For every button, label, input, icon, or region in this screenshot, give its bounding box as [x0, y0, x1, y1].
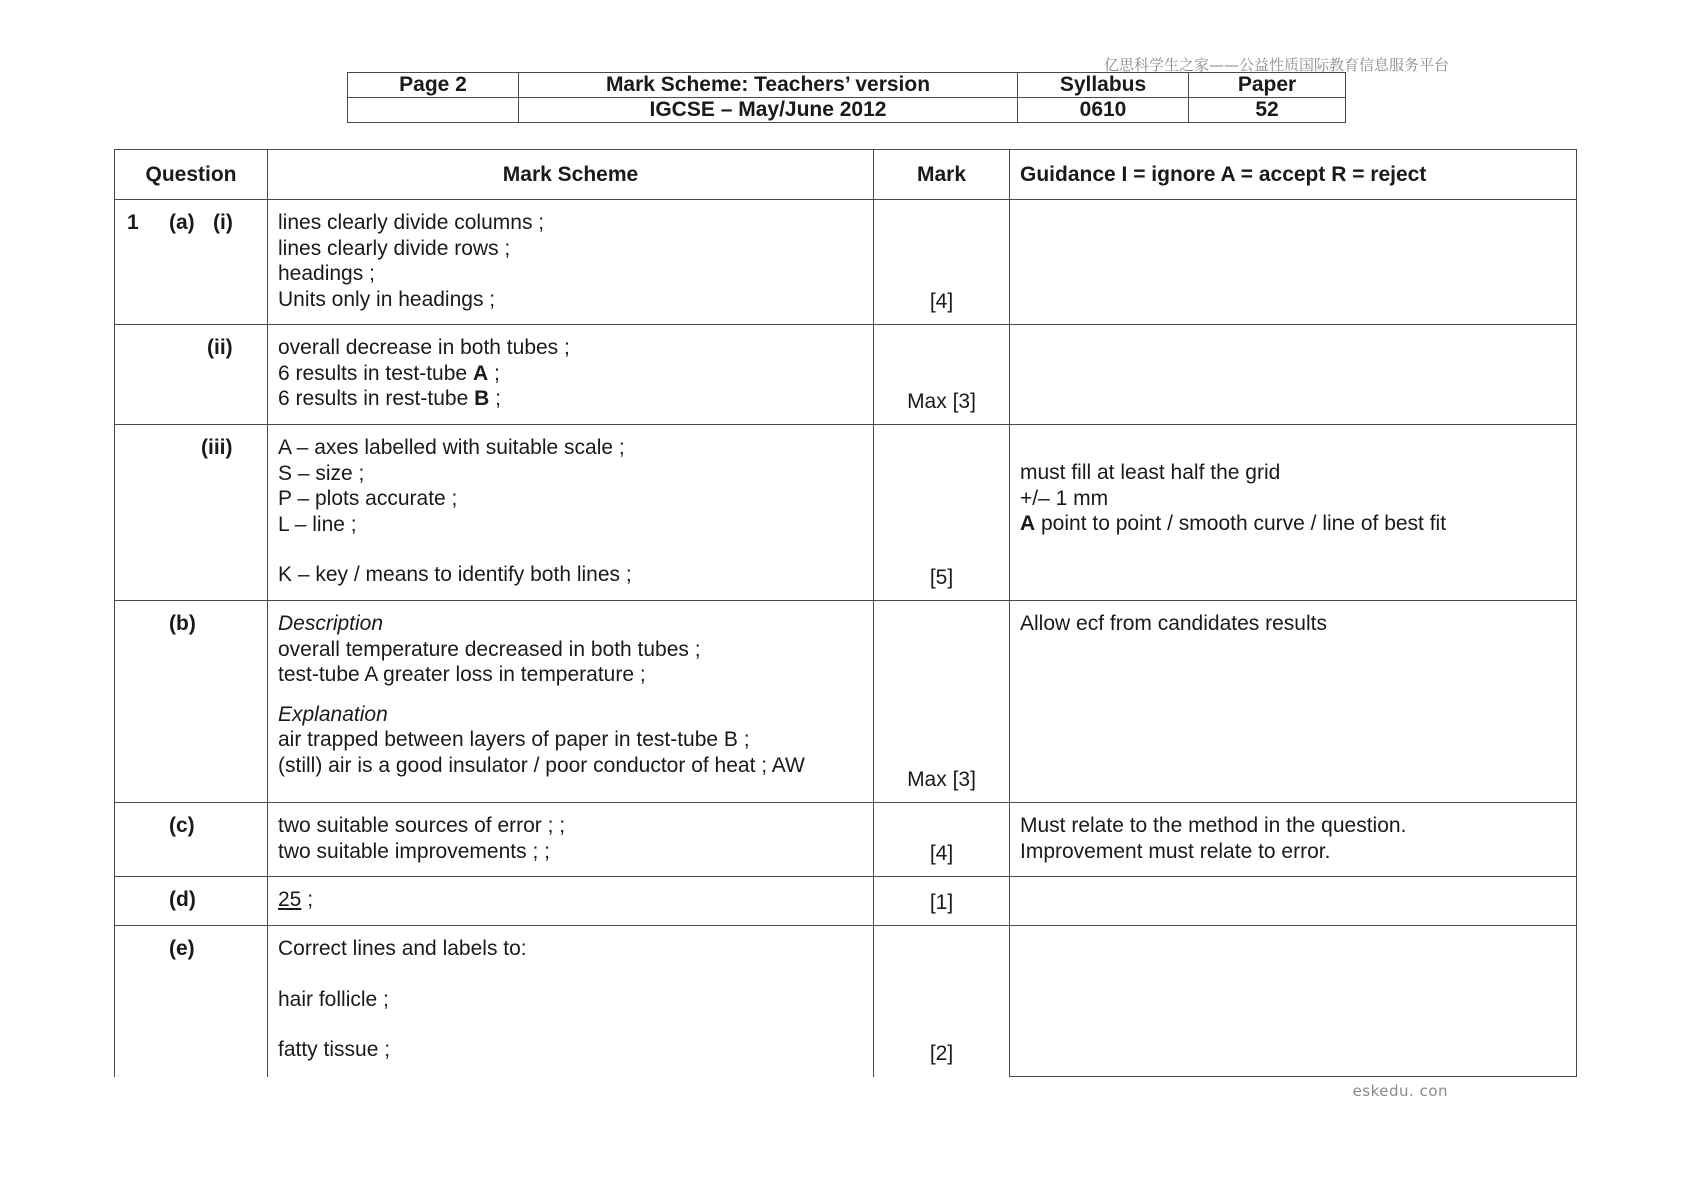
guidance-cell — [1010, 601, 1577, 803]
question-part: (b) — [169, 612, 196, 635]
scheme-line: fatty tissue ; — [278, 1038, 391, 1061]
column-header-row — [115, 150, 1577, 200]
mark-value: Max [3] — [907, 389, 976, 413]
question-subpart: (i) — [213, 211, 233, 234]
question-cell — [115, 425, 268, 601]
guidance-line: +/– 1 mm — [1020, 486, 1109, 510]
question-cell — [115, 200, 268, 325]
guidance-line: Improvement must relate to error. — [1020, 839, 1331, 863]
guidance-cell — [1010, 803, 1577, 877]
table-row — [115, 325, 1577, 425]
question-part: (e) — [169, 937, 195, 960]
watermark-bottom: eskedu. con — [1352, 1082, 1448, 1100]
mark-cell — [874, 200, 1010, 325]
mark-value: Max [3] — [907, 767, 976, 791]
paper-number: 52 — [1189, 98, 1346, 123]
scheme-line: Units only in headings ; — [278, 287, 496, 311]
column-header-question: Question — [115, 150, 268, 200]
scheme-cell — [268, 877, 874, 926]
scheme-line: air trapped between layers of paper in test-tube B ; — [278, 728, 750, 751]
table-row — [115, 926, 1577, 1077]
guidance-cell — [1010, 200, 1577, 325]
question-cell — [115, 325, 268, 425]
column-header-mark: Mark — [874, 150, 1010, 200]
scheme-cell — [268, 601, 874, 803]
scheme-cell — [268, 200, 874, 325]
scheme-line: lines clearly divide rows ; — [278, 236, 511, 260]
syllabus-label: Syllabus — [1018, 73, 1189, 98]
watermark-top: 亿思科学生之家——公益性质国际教育信息服务平台 — [1103, 56, 1449, 74]
scheme-line: A – axes labelled with suitable scale ; — [278, 436, 625, 459]
scheme-line: Correct lines and labels to: — [278, 937, 527, 960]
scheme-line: S – size ; — [278, 461, 365, 485]
guidance-line: A point to point / smooth curve / line of best fit — [1020, 512, 1447, 535]
question-part: (a) — [169, 211, 195, 234]
guidance-cell — [1010, 926, 1577, 1077]
document-title: Mark Scheme: Teachers’ version — [519, 73, 1018, 98]
question-part: (d) — [169, 888, 196, 911]
table-row — [115, 200, 1577, 325]
paper-label: Paper — [1189, 73, 1346, 98]
scheme-line: two suitable improvements ; ; — [278, 839, 550, 863]
scheme-line: test-tube A greater loss in temperature ; — [278, 663, 646, 686]
question-cell — [115, 877, 268, 926]
question-part: (c) — [169, 814, 195, 837]
mark-cell — [874, 877, 1010, 926]
syllabus-code: 0610 — [1018, 98, 1189, 123]
question-number: 1 — [127, 211, 139, 234]
column-header-scheme: Mark Scheme — [268, 150, 874, 200]
answer-value: 25 — [278, 888, 302, 911]
scheme-cell — [268, 803, 874, 877]
table-row — [115, 425, 1577, 601]
mark-cell — [874, 926, 1010, 1077]
guidance-line: must fill at least half the grid — [1020, 461, 1281, 484]
scheme-line: (still) air is a good insulator / poor conductor of heat ; AW — [278, 753, 805, 777]
scheme-line: two suitable sources of error ; ; — [278, 814, 566, 837]
guidance-line: Allow ecf from candidates results — [1020, 612, 1327, 635]
scheme-line: overall temperature decreased in both tubes ; — [278, 637, 701, 661]
scheme-line: L – line ; — [278, 512, 357, 536]
scheme-subheading: Explanation — [278, 702, 388, 726]
scheme-line: hair follicle ; — [278, 987, 389, 1011]
guidance-cell — [1010, 425, 1577, 601]
mark-value: [5] — [929, 565, 954, 589]
exam-session: IGCSE – May/June 2012 — [519, 98, 1018, 123]
page-number: Page 2 — [348, 73, 519, 98]
scheme-line: overall decrease in both tubes ; — [278, 336, 570, 359]
scheme-line: 6 results in test-tube A ; — [278, 361, 500, 385]
mark-value: [4] — [929, 841, 954, 865]
page-header-empty — [348, 98, 519, 123]
scheme-cell — [268, 425, 874, 601]
mark-cell — [874, 425, 1010, 601]
scheme-line: headings ; — [278, 262, 375, 285]
mark-value: [2] — [929, 1042, 954, 1065]
guidance-cell — [1010, 877, 1577, 926]
mark-cell — [874, 601, 1010, 803]
table-row — [115, 803, 1577, 877]
mark-cell — [874, 325, 1010, 425]
scheme-line: 25 ; — [278, 888, 314, 911]
guidance-line: Must relate to the method in the question. — [1020, 814, 1407, 837]
table-row — [115, 877, 1577, 926]
mark-scheme-table — [114, 149, 1577, 1077]
scheme-subheading: Description — [278, 612, 384, 635]
question-cell — [115, 926, 268, 1077]
column-header-guidance: Guidance I = ignore A = accept R = reject — [1010, 150, 1577, 200]
question-cell — [115, 803, 268, 877]
question-cell — [115, 601, 268, 803]
table-row — [115, 601, 1577, 803]
mark-value: [1] — [929, 890, 954, 914]
scheme-cell — [268, 325, 874, 425]
scheme-line: 6 results in rest-tube B ; — [278, 387, 501, 410]
question-subpart: (ii) — [207, 336, 233, 359]
scheme-line: lines clearly divide columns ; — [278, 211, 545, 234]
mark-value: [4] — [929, 289, 954, 313]
guidance-cell — [1010, 325, 1577, 425]
scheme-line: K – key / means to identify both lines ; — [278, 563, 632, 586]
question-subpart: (iii) — [201, 436, 233, 459]
mark-cell — [874, 803, 1010, 877]
scheme-line: P – plots accurate ; — [278, 487, 458, 510]
scheme-cell — [268, 926, 874, 1077]
page-header-table — [347, 72, 1346, 123]
